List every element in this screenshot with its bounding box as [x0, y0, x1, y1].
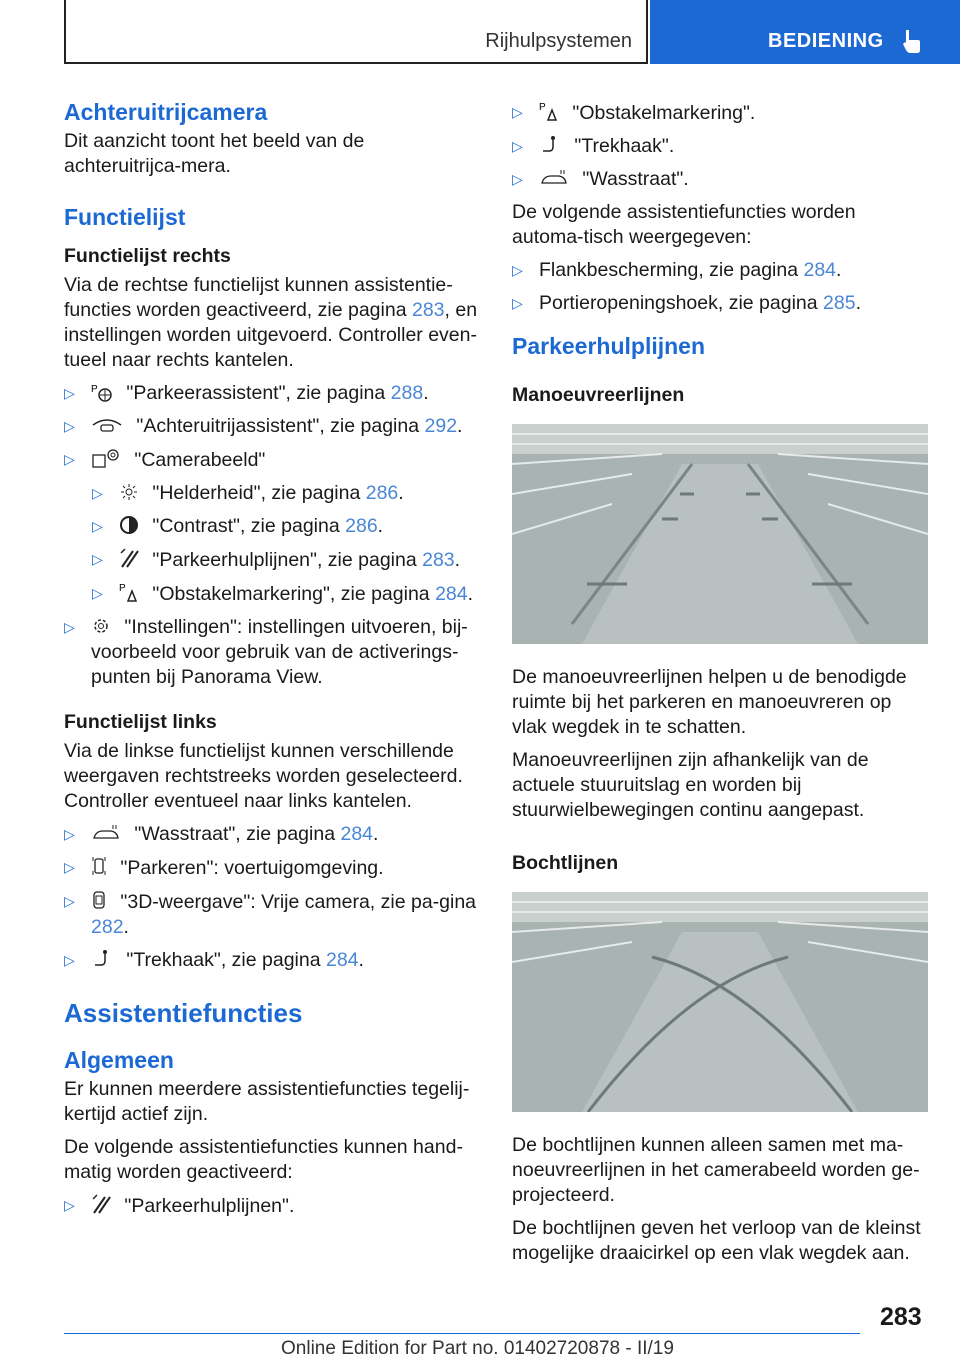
trailer-hitch-icon	[539, 135, 561, 155]
page-link[interactable]: 282	[91, 916, 124, 938]
heading-manoeuvreerlijnen: Manoeuvreerlijnen	[512, 384, 685, 406]
list-item: ▷ "Camerabeeld"	[64, 449, 266, 471]
paragraph-camera: Dit aanzicht toont het beeld van de achteruitrijca-mera.	[64, 130, 365, 177]
parking-surroundings-icon	[91, 855, 107, 877]
sub-list-item: ▷ "Contrast", zie pagina 286.	[92, 515, 384, 537]
sub-list-item: ▷ "Parkeerhulplijnen", zie pagina 283.	[92, 549, 461, 571]
list-item: ▷ "Parkeren": voertuigomgeving.	[64, 857, 384, 879]
list-item: ▷ "Achteruitrijassistent", zie pagina 292.	[64, 415, 463, 437]
paragraph-bocht-1: De bochtlijnen kunnen alleen samen met ma-noeuvreerlijnen in het camerabeeld worden ge-projecteerd.	[512, 1134, 920, 1206]
list-item: ▷ "Trekhaak".	[512, 135, 675, 157]
svg-text:P: P	[91, 384, 98, 395]
page-link[interactable]: 285	[823, 292, 856, 314]
paragraph-links: Via de linkse functielijst kunnen verschillende weergaven rechtstreeks worden geselecteerd. Controller eventueel naar links kantelen.	[64, 740, 463, 812]
list-item: ▷ "Wasstraat".	[512, 168, 689, 190]
paragraph-bocht-2: De bochtlijnen geven het verloop van de kleinst mogelijke draaicirkel op een vlak wegdek aan.	[512, 1217, 921, 1264]
heading-assistentiefuncties: Assistentiefuncties	[64, 998, 303, 1028]
sub-list-item: ▷ P "Obstakelmarkering", zie pagina 284.	[92, 583, 474, 605]
reversing-assistant-icon	[91, 415, 123, 435]
contrast-icon	[119, 515, 139, 535]
section-title: Rijhulpsystemen	[485, 30, 632, 52]
header-section-box	[64, 0, 648, 64]
manoeuvre-lines-image	[512, 424, 928, 644]
heading-functielijst-links: Functielijst links	[64, 711, 217, 733]
footer-divider	[64, 1333, 860, 1334]
brightness-icon	[119, 482, 139, 502]
page-link[interactable]: 284	[325, 949, 359, 971]
page-link[interactable]: 283	[411, 299, 445, 321]
parking-assistant-icon	[91, 382, 113, 402]
page-link[interactable]: 284	[435, 583, 468, 605]
page-number: 283	[880, 1303, 922, 1331]
paragraph-manoeuvre-1: De manoeuvreerlijnen helpen u de benodigde ruimte bij het parkeren en manoeuvreren op vlak wegdek in te schatten.	[512, 666, 907, 738]
heading-bochtlijnen: Bochtlijnen	[512, 852, 619, 874]
list-item: ▷ P "Parkeerassistent", zie pagina 288.	[64, 382, 429, 404]
settings-gear-icon	[91, 616, 111, 636]
heading-parkeerhulplijnen: Parkeerhulplijnen	[512, 333, 706, 359]
list-item: ▷ "Trekhaak", zie pagina 284.	[64, 949, 364, 971]
page-link[interactable]: 284	[340, 823, 374, 845]
svg-text:P: P	[119, 583, 126, 594]
list-item: ▷ Portieropeningshoek, zie pagina 285.	[512, 292, 861, 314]
obstacle-marker-icon	[539, 100, 559, 122]
3d-view-icon	[91, 889, 107, 911]
paragraph-algemeen-1: Er kunnen meerdere assistentiefuncties tegelij-kertijd actief zijn.	[64, 1078, 470, 1125]
parking-lines-icon	[119, 547, 139, 569]
paragraph-manoeuvre-2: Manoeuvreerlijnen zijn afhankelijk van de actuele stuuruitslag en worden bij stuurwielbewegingen continu aangepast.	[512, 749, 869, 821]
obstacle-marker-icon	[119, 581, 139, 603]
chapter-tab-label: BEDIENING	[768, 30, 884, 52]
list-item: ▷ "Wasstraat", zie pagina 284.	[64, 823, 379, 845]
paragraph-automatisch: De volgende assistentiefuncties worden automa-tisch weergegeven:	[512, 201, 856, 248]
list-item: ▷ Flankbescherming, zie pagina 284.	[512, 259, 842, 281]
page-link[interactable]: 292	[424, 415, 458, 437]
car-wash-icon	[91, 823, 121, 843]
page-link[interactable]: 286	[365, 482, 399, 504]
left-column	[64, 100, 478, 1227]
sub-list-item: ▷ "Helderheid", zie pagina 286.	[92, 482, 404, 504]
trailer-hitch-icon	[91, 949, 113, 969]
pointing-hand-icon	[902, 28, 922, 54]
list-item: ▷ "Instellingen": instellingen uitvoeren, bij-voorbeeld voor gebruik van de activerings-punten bij Panorama View.	[64, 616, 468, 688]
heading-functielijst-rechts: Functielijst rechts	[64, 245, 231, 267]
list-item: ▷ P "Obstakelmarkering".	[512, 102, 756, 124]
footer-edition: Online Edition for Part no. 01402720878 - II/19	[281, 1338, 674, 1359]
camera-view-gear-icon	[91, 447, 121, 469]
heading-algemeen: Algemeen	[64, 1047, 174, 1073]
paragraph-rechts: Via de rechtse functielijst kunnen assistentie-functies worden geactiveerd, zie pagina 283, en instellingen worden uitgevoerd. Controller even-tueel naar rechts kantelen.	[64, 274, 478, 371]
car-wash-icon	[539, 168, 569, 188]
paragraph-algemeen-2: De volgende assistentiefuncties kunnen hand-matig worden geactiveerd:	[64, 1136, 463, 1183]
heading-camera: Achteruitrijcamera	[64, 99, 268, 125]
heading-functielijst: Functielijst	[64, 204, 186, 230]
page-link[interactable]: 286	[345, 515, 378, 537]
right-column	[512, 100, 930, 1274]
list-item: ▷ "Parkeerhulplijnen".	[64, 1195, 295, 1217]
svg-text:P: P	[539, 102, 546, 113]
page-link[interactable]: 288	[390, 382, 424, 404]
page-link[interactable]: 283	[422, 549, 455, 571]
parking-lines-icon	[91, 1193, 111, 1215]
chapter-tab[interactable]	[650, 0, 960, 64]
list-item: ▷ "3D-weergave": Vrije camera, zie pa-gina 282.	[64, 891, 477, 938]
curve-lines-image	[512, 892, 928, 1112]
page-link[interactable]: 284	[803, 259, 837, 281]
